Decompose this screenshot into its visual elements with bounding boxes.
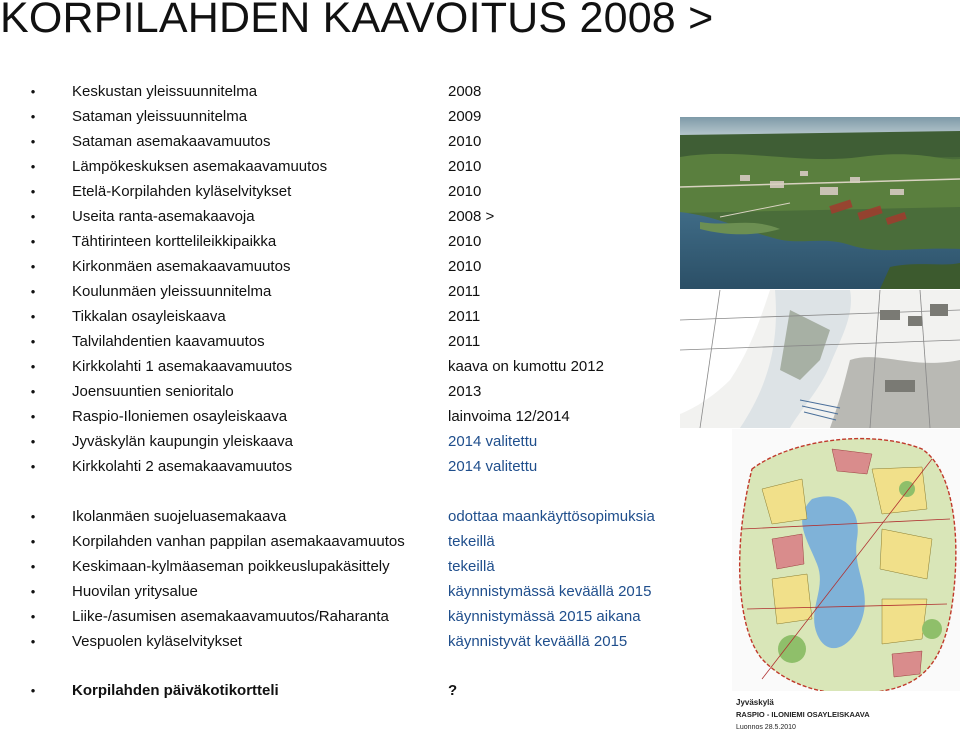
bullet-icon: • [30, 134, 36, 149]
plan-status: käynnistymässä 2015 aikana [448, 608, 641, 625]
plan-name: Etelä-Korpilahden kyläselvitykset [72, 183, 292, 200]
list-item [26, 254, 686, 279]
bullet-icon: • [30, 359, 36, 374]
plan-name: Keskustan yleissuunnitelma [72, 83, 258, 100]
list-item [26, 454, 686, 479]
list-item [26, 304, 686, 329]
plan-status: 2010 [448, 158, 482, 175]
plan-name: Talvilahdentien kaavamuutos [72, 333, 265, 350]
list-item [26, 554, 686, 579]
plan-status: 2013 [448, 383, 482, 400]
list-item [26, 429, 686, 454]
bullet-icon: • [30, 409, 36, 424]
plan-name: Keskimaan-kylmäaseman poikkeuslupakäsittely [72, 558, 390, 575]
list-item [26, 354, 686, 379]
list-item [26, 379, 686, 404]
plan-status: lainvoima 12/2014 [448, 408, 570, 425]
list-item [26, 229, 686, 254]
list-item [26, 678, 686, 703]
bullet-icon: • [30, 459, 36, 474]
plan-name: Huovilan yritysalue [72, 583, 198, 600]
bullet-icon: • [30, 509, 36, 524]
plan-name: Sataman yleissuunnitelma [72, 108, 248, 125]
plan-name: Kirkkolahti 2 asemakaavamuutos [72, 458, 293, 475]
plan-status: 2011 [448, 308, 481, 325]
plan-status: käynnistymässä keväällä 2015 [448, 583, 652, 600]
bullet-icon: • [30, 384, 36, 399]
bullet-icon: • [30, 284, 36, 299]
bullet-icon: • [30, 559, 36, 574]
plan-status: 2010 [448, 133, 482, 150]
site-plan-map [680, 290, 960, 428]
list-item [26, 204, 686, 229]
list-item [26, 529, 686, 554]
plan-list-ongoing [26, 504, 686, 654]
master-plan-map [732, 429, 960, 736]
list-item [26, 104, 686, 129]
plan-status: käynnistyvät keväällä 2015 [448, 633, 628, 650]
list-item [26, 579, 686, 604]
plan-status: kaava on kumottu 2012 [448, 358, 604, 375]
plan-status: ? [448, 682, 458, 699]
plan-name: Kirkonmäen asemakaavamuutos [72, 258, 291, 275]
list-item [26, 404, 686, 429]
map-caption-title: RASPIO - ILONIEMI OSAYLEISKAAVA [736, 710, 870, 719]
plan-status: 2011 [448, 333, 481, 350]
bullet-icon: • [30, 683, 36, 698]
plan-status: 2008 [448, 83, 482, 100]
plan-name: Liike-/asumisen asemakaavamuutos/Raharanta [72, 608, 389, 625]
plan-name: Lämpökeskuksen asemakaavamuutos [72, 158, 328, 175]
plan-name: Ikolanmäen suojeluasemakaava [72, 508, 287, 525]
plan-name: Sataman asemakaavamuutos [72, 133, 271, 150]
list-item [26, 604, 686, 629]
plan-name: Tikkalan osayleiskaava [72, 308, 226, 325]
plan-status: 2010 [448, 258, 482, 275]
bullet-icon: • [30, 109, 36, 124]
plan-name: Useita ranta-asemakaavoja [72, 208, 255, 225]
plan-status: 2010 [448, 183, 482, 200]
bullet-icon: • [30, 534, 36, 549]
list-item [26, 329, 686, 354]
bullet-icon: • [30, 434, 36, 449]
bullet-icon: • [30, 609, 36, 624]
plan-name: Koulunmäen yleissuunnitelma [72, 283, 272, 300]
plan-status: 2014 valitettu [448, 433, 538, 450]
plan-name: Joensuuntien senioritalo [72, 383, 234, 400]
plan-status: tekeillä [448, 533, 495, 550]
plan-list-completed [26, 79, 686, 479]
list-item [26, 629, 686, 654]
plan-name: Vespuolen kyläselvitykset [72, 633, 243, 650]
plan-name: Korpilahden vanhan pappilan asemakaavamuutos [72, 533, 405, 550]
bullet-icon: • [30, 84, 36, 99]
bullet-icon: • [30, 334, 36, 349]
slide-title: KORPILAHDEN KAAVOITUS 2008 > [0, 0, 714, 42]
bullet-icon: • [30, 184, 36, 199]
list-item [26, 504, 686, 529]
bullet-icon: • [30, 234, 36, 249]
bullet-icon: • [30, 634, 36, 649]
bullet-icon: • [30, 584, 36, 599]
bullet-icon: • [30, 159, 36, 174]
plan-list-open [26, 678, 686, 703]
list-item [26, 179, 686, 204]
map-caption-date: Luonnos 28.5.2010 [736, 724, 796, 731]
plan-name: Raspio-Iloniemen osayleiskaava [72, 408, 288, 425]
plan-status: 2009 [448, 108, 482, 125]
plan-status: 2011 [448, 283, 481, 300]
bullet-icon: • [30, 309, 36, 324]
plan-name: Korpilahden päiväkotikortteli [72, 682, 279, 699]
plan-status: tekeillä [448, 558, 495, 575]
aerial-photo [680, 117, 960, 289]
list-item [26, 154, 686, 179]
plan-name: Jyväskylän kaupungin yleiskaava [72, 433, 293, 450]
plan-name: Tähtirinteen korttelileikkipaikka [72, 233, 277, 250]
list-item [26, 279, 686, 304]
plan-status: odottaa maankäyttösopimuksia [448, 508, 655, 525]
map-caption-city: Jyväskylä [736, 698, 774, 707]
list-item [26, 79, 686, 104]
bullet-icon: • [30, 259, 36, 274]
plan-status: 2014 valitettu [448, 458, 538, 475]
bullet-icon: • [30, 209, 36, 224]
plan-status: 2010 [448, 233, 482, 250]
plan-status: 2008 > [448, 208, 495, 225]
plan-name: Kirkkolahti 1 asemakaavamuutos [72, 358, 293, 375]
list-item [26, 129, 686, 154]
